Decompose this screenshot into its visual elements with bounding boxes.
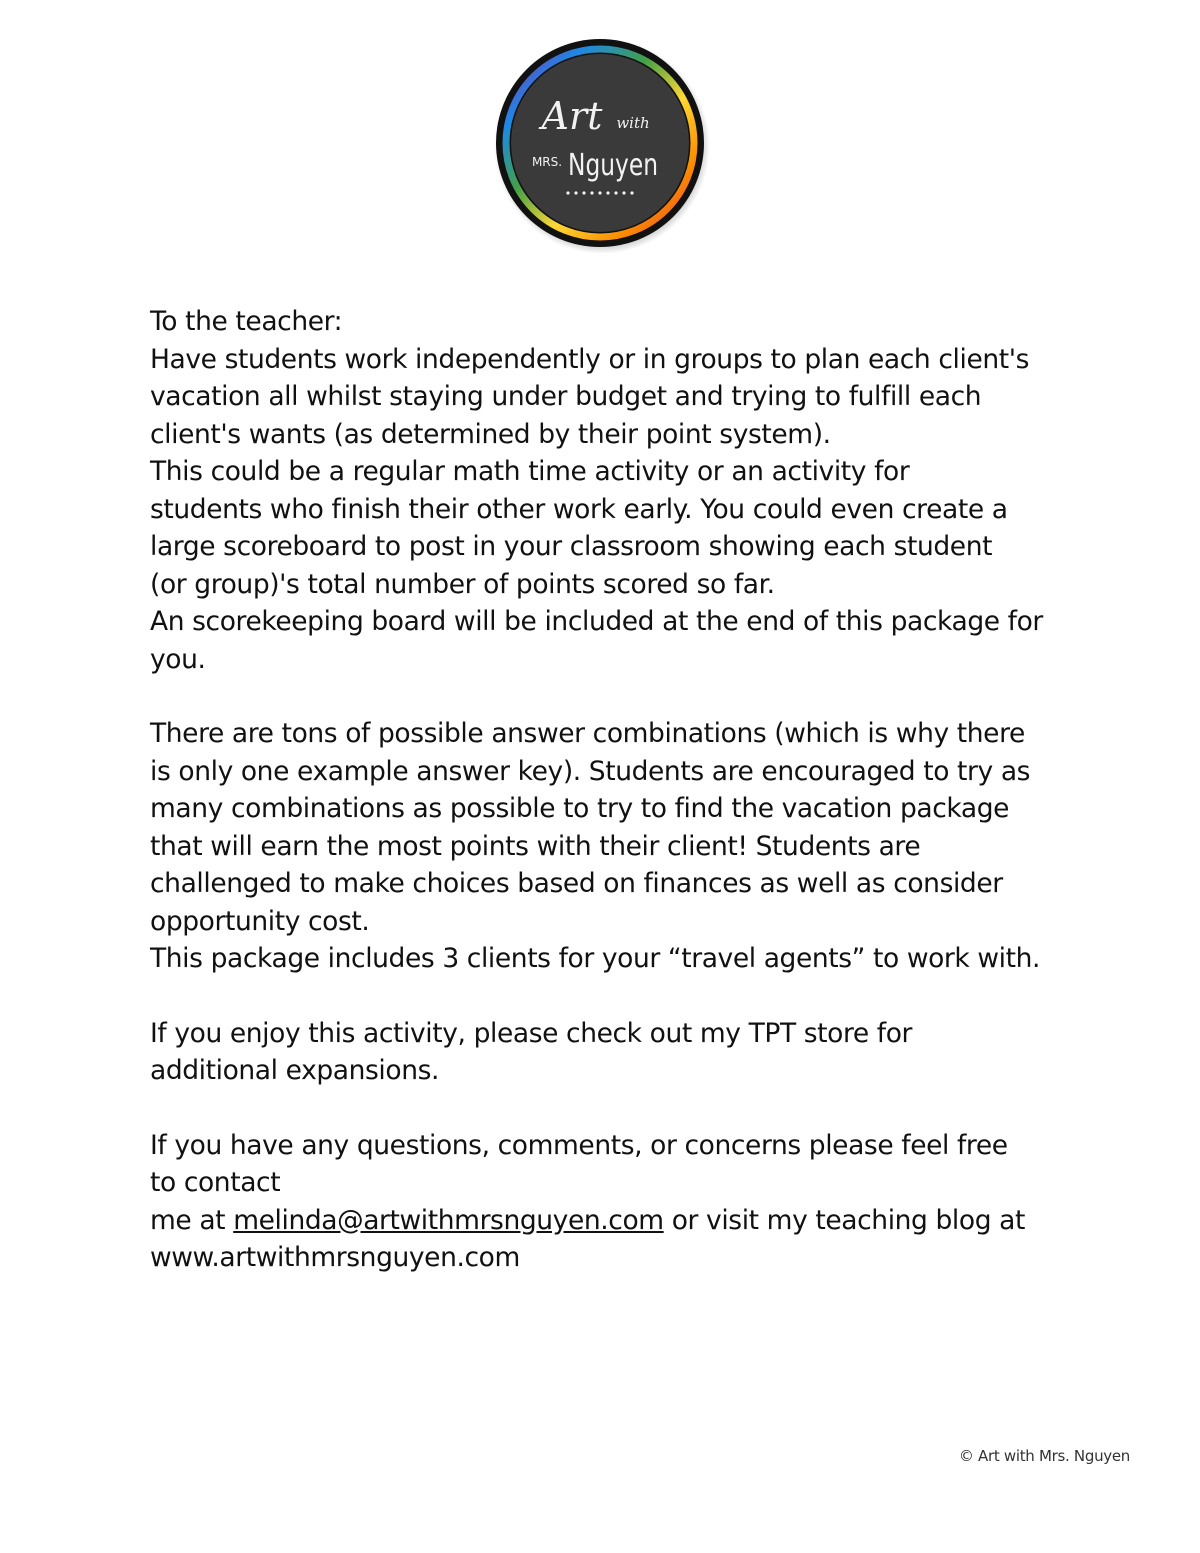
contact-suffix: or visit my teaching blog at xyxy=(663,1204,1025,1236)
paragraph-gap xyxy=(150,1090,1110,1127)
copyright-footer: © Art with Mrs. Nguyen xyxy=(958,1447,1130,1465)
note-line: This package includes 3 clients for your “travel agents” to work with. xyxy=(150,943,1041,974)
contact-line xyxy=(150,1202,1110,1240)
note-line: Have students work independently or in groups to plan each client's xyxy=(150,343,1030,375)
teacher-note xyxy=(150,303,1110,1277)
art-with-mrs-nguyen-logo xyxy=(490,33,710,253)
note-line: is only one example answer key). Students are encouraged to try as xyxy=(150,755,1031,787)
blog-url[interactable]: www.artwithmrsnguyen.com xyxy=(150,1242,520,1273)
note-line: opportunity cost. xyxy=(150,905,370,937)
logo-text-art: Art xyxy=(541,94,603,138)
note-line: you. xyxy=(150,643,206,675)
paragraph-gap xyxy=(150,678,1110,715)
note-line: additional expansions. xyxy=(150,1055,440,1086)
note-line: client's wants (as determined by their point system). xyxy=(150,418,831,450)
paragraph-gap xyxy=(150,978,1110,1015)
logo-text-nguyen: Nguyen xyxy=(568,148,658,183)
note-line: students who finish their other work early. You could even create a xyxy=(150,493,1008,525)
logo-dotted-rule xyxy=(566,191,633,194)
note-line: (or group)'s total number of points scored so far. xyxy=(150,568,775,600)
note-line: vacation all whilst staying under budget and trying to fulfill each xyxy=(150,381,982,412)
note-line: to contact xyxy=(150,1167,281,1198)
note-line: This could be a regular math time activity or an activity for xyxy=(150,456,910,487)
note-line: challenged to make choices based on finances as well as consider xyxy=(150,868,1003,899)
note-line: If you enjoy this activity, please check out my TPT store for xyxy=(150,1017,913,1049)
contact-prefix: me at xyxy=(150,1204,234,1236)
note-line: that will earn the most points with their client! Students are xyxy=(150,830,921,862)
logo-chalkboard-inner xyxy=(511,54,689,232)
note-line: There are tons of possible answer combinations (which is why there xyxy=(150,718,1025,749)
logo-text-with: with xyxy=(616,114,650,132)
note-line: many combinations as possible to try to find the vacation package xyxy=(150,793,1010,824)
note-heading: To the teacher: xyxy=(150,306,343,337)
note-line: If you have any questions, comments, or concerns please feel free xyxy=(150,1129,1008,1161)
email-link[interactable]: melinda@artwithmrsnguyen.com xyxy=(233,1204,664,1236)
note-line: An scorekeeping board will be included at the end of this package for xyxy=(150,606,1043,637)
logo-text-mrs: MRS. xyxy=(531,155,563,169)
note-line: large scoreboard to post in your classroom showing each student xyxy=(150,531,993,562)
